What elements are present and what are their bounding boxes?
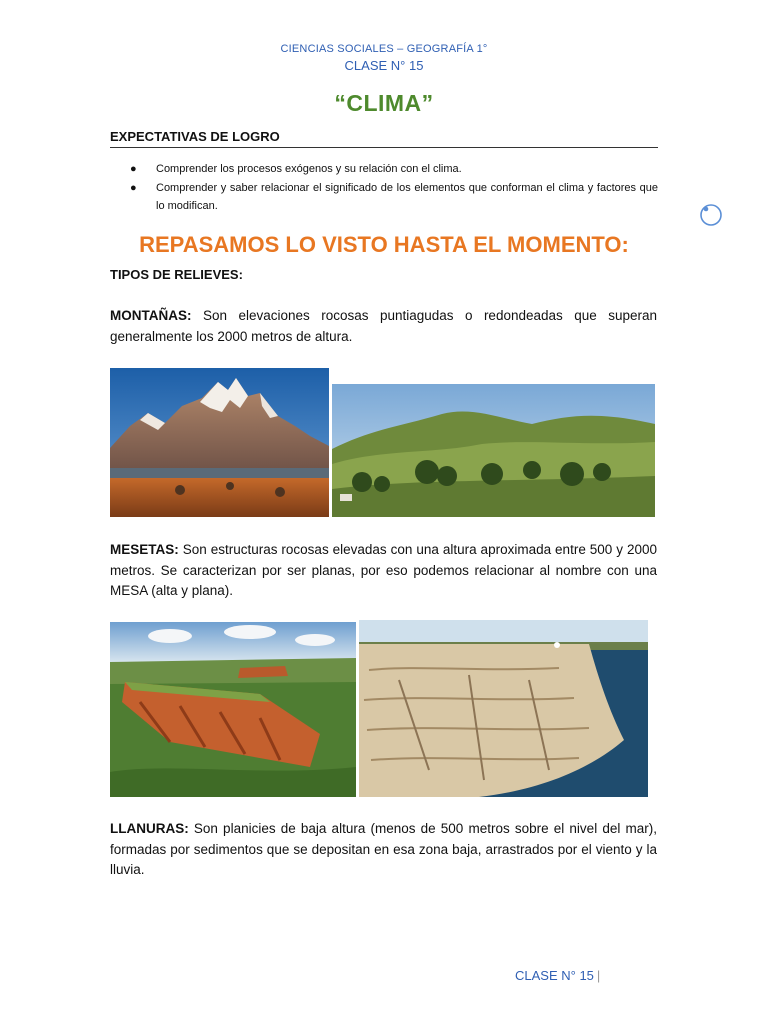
photo-snowy-mountains xyxy=(110,368,329,517)
list-item xyxy=(130,179,658,215)
term-montanas: MONTAÑAS: xyxy=(110,308,192,323)
definition-montanas: Son elevaciones rocosas puntiagudas o redondeadas que superan generalmente los 2000 metros de altura. xyxy=(110,308,657,344)
list-item xyxy=(130,160,658,178)
expectativas-list xyxy=(130,160,658,215)
footer-clase: CLASE N° 15 xyxy=(515,968,594,983)
list-item-text: Comprender los procesos exógenos y su relación con el clima. xyxy=(156,163,462,175)
photo-red-plateau xyxy=(110,622,356,797)
header-clase: CLASE N° 15 xyxy=(344,58,424,73)
photo-green-hills xyxy=(332,384,655,517)
footer-page-label xyxy=(515,968,600,983)
header-subject: CIENCIAS SOCIALES – GEOGRAFÍA 1° xyxy=(280,43,488,55)
page-title: “CLIMA” xyxy=(334,90,434,116)
term-mesetas: MESETAS: xyxy=(110,542,179,557)
section-title: REPASAMOS LO VISTO HASTA EL MOMENTO: xyxy=(139,232,629,257)
bullet-icon: ● xyxy=(130,163,137,175)
footer-separator: | xyxy=(596,968,601,983)
paragraph-montanas xyxy=(110,306,657,347)
tipos-heading: TIPOS DE RELIEVES: xyxy=(110,267,243,282)
expectativas-heading: EXPECTATIVAS DE LOGRO xyxy=(110,129,658,148)
photo-sea-cliffs xyxy=(359,620,648,797)
term-llanuras: LLANURAS: xyxy=(110,821,189,836)
list-item-text: Comprender y saber relacionar el significado de los elementos que conforman el clima y factores que lo modifican. xyxy=(156,182,658,212)
bullet-icon: ● xyxy=(130,182,137,194)
paragraph-mesetas xyxy=(110,540,657,602)
definition-llanuras: Son planicies de baja altura (menos de 500 metros sobre el nivel del mar), formadas por sedimentos que se depositan en esa zona baja, arrastrados por el viento y la lluvia. xyxy=(110,821,657,877)
paragraph-llanuras xyxy=(110,819,657,881)
definition-mesetas: Son estructuras rocosas elevadas con una altura aproximada entre 500 y 2000 metros. Se caracterizan por ser planas, por eso podemos relacionar al nombre con una MESA (alta y plana). xyxy=(110,542,657,598)
circle-marker-icon xyxy=(700,204,722,226)
